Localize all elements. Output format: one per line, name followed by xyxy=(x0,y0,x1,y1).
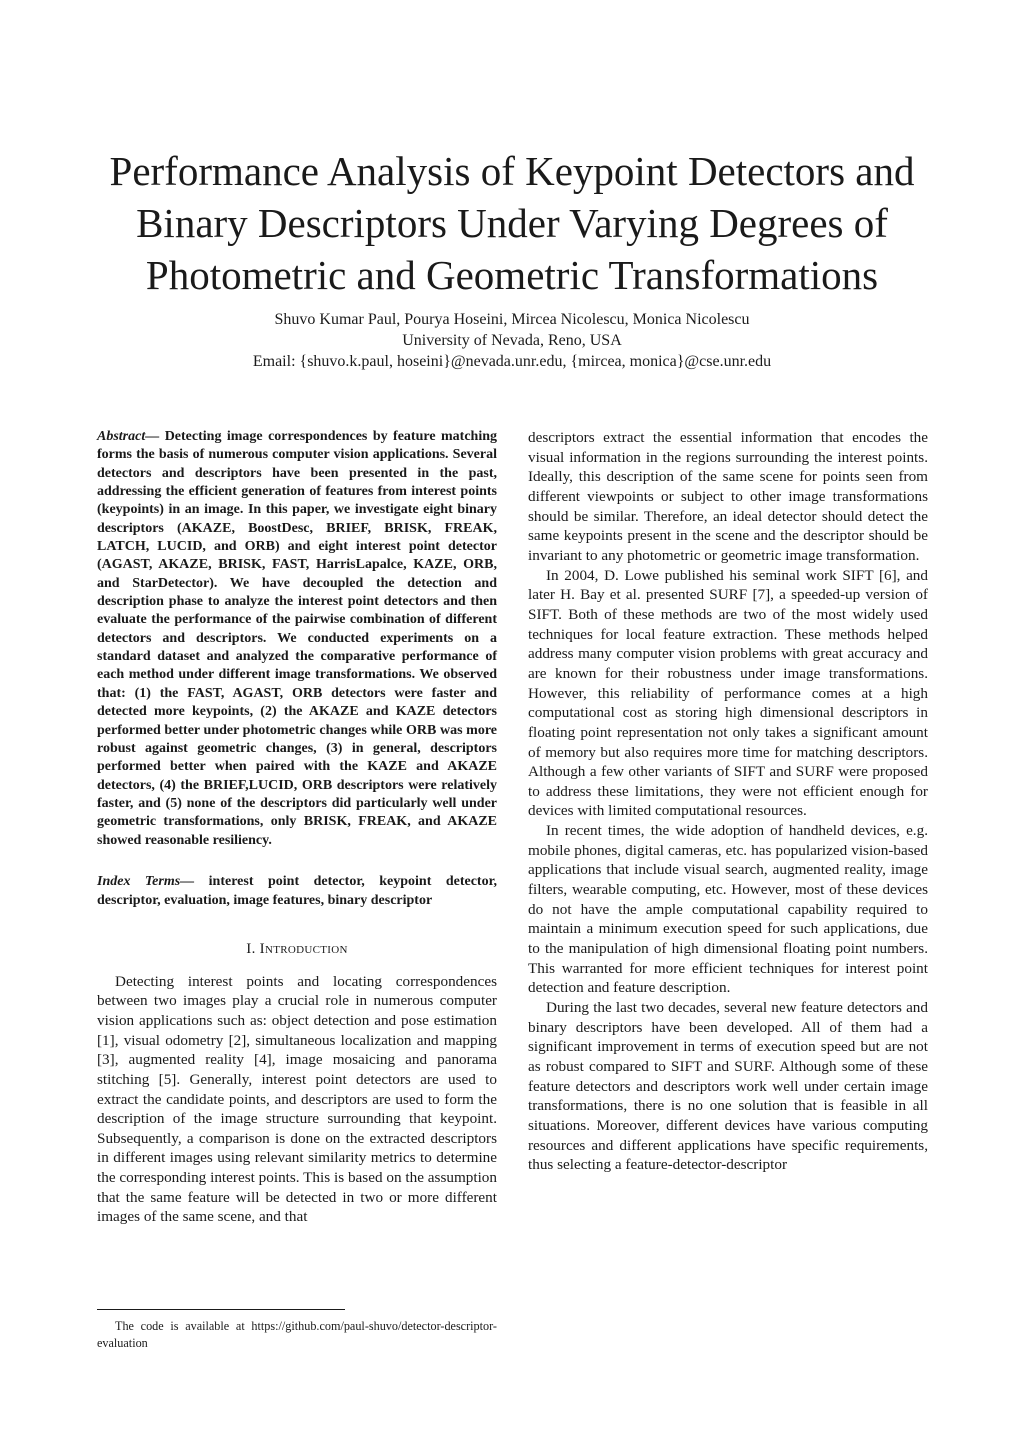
index-terms xyxy=(97,872,497,910)
author-affiliation: University of Nevada, Reno, USA xyxy=(402,332,622,349)
index-terms-label: Index Terms— xyxy=(97,873,195,889)
author-names: Shuvo Kumar Paul, Pourya Hoseini, Mircea Nicolescu, Monica Nicolescu xyxy=(274,311,750,328)
intro-paragraph-1: Detecting interest points and locating correspondences between two images play a crucial role in numerous computer vision applications such as: object detection and pose estimation [1], visual odometry [2], simultaneous localization and mapping [3], augmented reality [4], image mosaicing and panorama stitching [5]. Generally, interest point detectors are used to extract the candidate points, and descriptors are used to form the description of the image structure surrounding that keypoint. Subsequently, a comparison is done on the extracted descriptors in different images using relevant similarity metrics to determine the corresponding interest points. This is based on the assumption that the same feature will be detected in two or more different images of the same scene, and that xyxy=(97,972,497,1226)
right-paragraph-3: In recent times, the wide adoption of handheld devices, e.g. mobile phones, digital cameras, etc. has popularized vision-based applications that include visual search, augmented reality, image filters, wearable computing, etc. However, most of these devices do not have the ample computational capability required to maintain a minimum execution speed for such applications, due to the manipulation of high dimensional floating point numbers. This warranted for more efficient techniques for interest point detection and feature description. xyxy=(528,822,928,997)
right-column xyxy=(528,428,928,1175)
title-line-1: Performance Analysis of Keypoint Detectors and xyxy=(109,148,915,194)
right-paragraph-4: During the last two decades, several new feature detectors and binary descriptors have been developed. All of them had a significant improvement in terms of execution speed but are not as robust compared to SIFT and SURF. Although some of these feature detectors and descriptors work well under certain image transformations, there is no one solution that is feasible in all situations. Moreover, different devices have various computing resources and different applications have specific requirements, thus selecting a feature-detector-descriptor xyxy=(528,999,928,1174)
abstract xyxy=(97,428,497,850)
footnote: The code is available at https://github.com/paul-shuvo/detector-descriptor-evaluation xyxy=(97,1319,497,1350)
right-paragraph-2: In 2004, D. Lowe published his seminal work SIFT [6], and later H. Bay et al. presented SURF [7], a speeded-up version of SIFT. Both of these methods are two of the most widely used techniques for local feature extraction. These methods helped address many computer vision problems with great accuracy and are known for their robustness under image transformations. However, this reliability of performance comes at a high computational cost as storing high dimensional descriptors in floating point representation not only takes a significant amount of memory but also requires more time for matching descriptors. Although a few other variants of SIFT and SURF were proposed to address these limitations, they were not efficient enough for devices with limited computational resources. xyxy=(528,566,928,820)
title-line-2: Binary Descriptors Under Varying Degrees of xyxy=(136,200,888,246)
abstract-label: Abstract— xyxy=(97,429,160,444)
title-line-3: Photometric and Geometric Transformations xyxy=(145,252,879,298)
paper-title xyxy=(60,145,964,301)
author-email: Email: {shuvo.k.paul, hoseini}@nevada.unr.edu, {mircea, monica}@cse.unr.edu xyxy=(252,353,772,370)
index-terms-text: interest point detector, keypoint detector, descriptor, evaluation, image features, binary descriptor xyxy=(97,873,498,908)
footnote-divider xyxy=(97,1309,345,1310)
section-heading-introduction: I. Introduction xyxy=(246,940,348,957)
right-paragraph-1: descriptors extract the essential information that encodes the visual information in the regions surrounding the interest points. Ideally, this description of the same scene for points seen from different viewpoints or subject to other image transformations should be similar. Therefore, an ideal detector should detect the same keypoints present in the scene and the descriptor should be invariant to any photometric or geometric image transformation. xyxy=(528,429,928,564)
author-block xyxy=(60,309,964,372)
abstract-text: Detecting image correspondences by feature matching forms the basis of numerous computer vision applications. Several detectors and descriptors have been presented in the past, addressing the efficient generation of features from interest points (keypoints) in an image. In this paper, we investigate eight binary descriptors (AKAZE, BoostDesc, BRIEF, BRISK, FREAK, LATCH, LUCID, and ORB) and eight interest point detector (AGAST, AKAZE, BRISK, FAST, HarrisLapalce, KAZE, ORB, and StarDetector). We have decoupled the detection and description phase to analyze the interest point detectors and then evaluate the performance of the pairwise combination of different detectors and descriptors. We conducted experiments on a standard dataset and analyzed the comparative performance of each method under different image transformations. We observed that: (1) the FAST, AGAST, ORB detectors were faster and detected more keypoints, (2) the AKAZE and KAZE detectors performed better under photometric changes while ORB was more robust against geometric changes, (3) in general, descriptors performed better when paired with the KAZE and AKAZE detectors, (4) the BRIEF,LUCID, ORB descriptors were relatively faster, and (5) none of the descriptors did particularly well under geometric transformations, only BRISK, FREAK, and AKAZE showed reasonable resiliency. xyxy=(97,429,498,848)
left-column xyxy=(97,428,497,1227)
